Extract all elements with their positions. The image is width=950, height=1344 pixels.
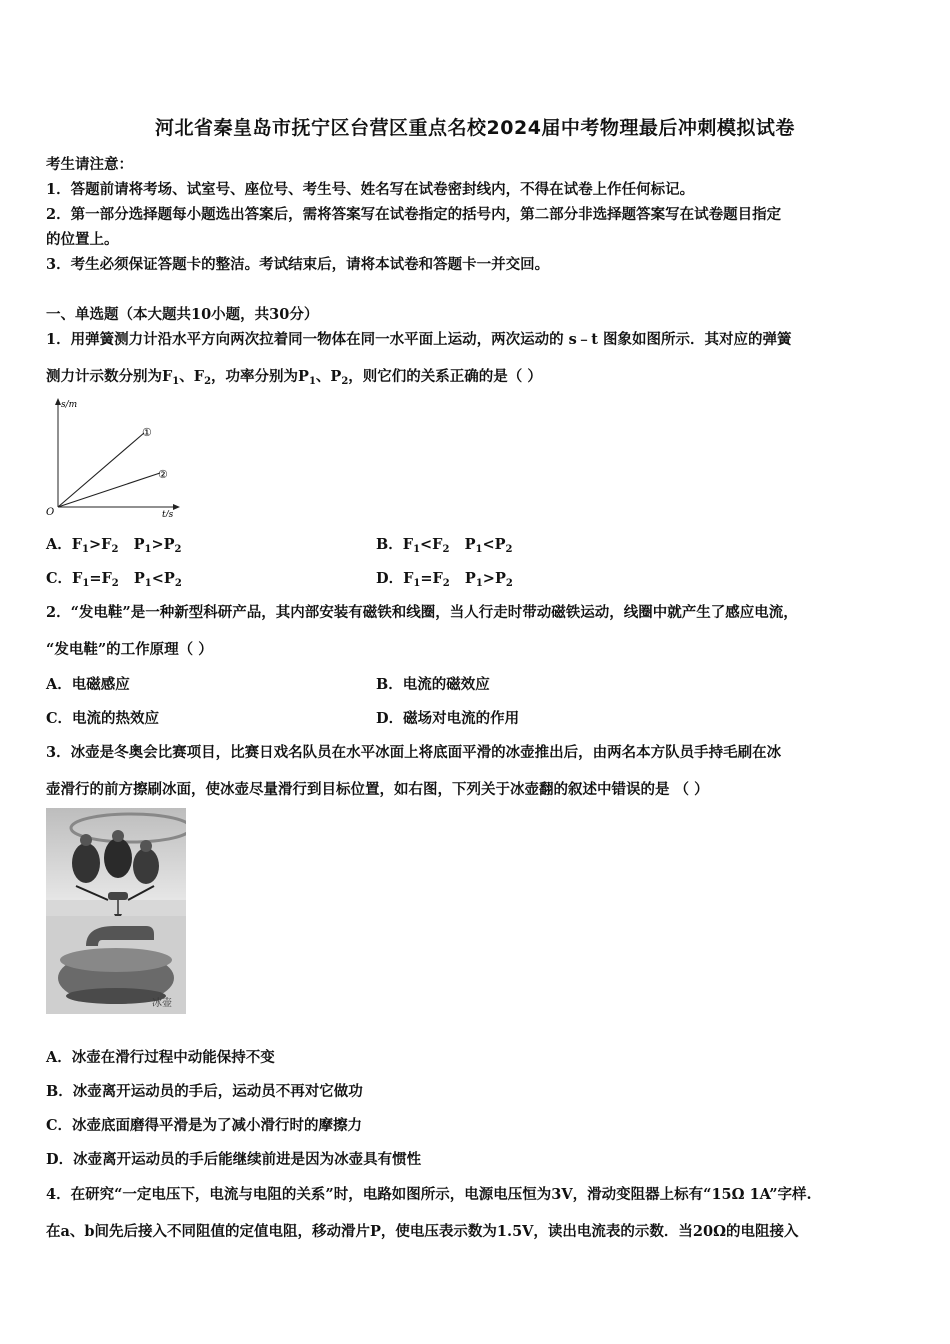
notice-item-3: 3．考生必须保证答题卡的整洁。考试结束后，请将本试卷和答题卡一并交回。 (46, 256, 550, 273)
q3-option-d[interactable]: D．冰壶离开运动员的手后能继续前进是因为冰壶具有惯性 (46, 1151, 422, 1168)
q1-option-b[interactable]: B．$F_1<F_2$ $P_1<P_2$ (376, 536, 513, 555)
notice-item-1: 1．答题前请将考场、试室号、座位号、考生号、姓名写在试卷密封线内，不得在试卷上作任何标记。 (46, 181, 695, 198)
line-1 (58, 433, 144, 507)
origin-label: O (46, 507, 55, 517)
q3-option-a[interactable]: A．冰壶在滑行过程中动能保持不变 (46, 1049, 275, 1066)
q3-option-c[interactable]: C．冰壶底面磨得平滑是为了减小滑行时的摩擦力 (46, 1117, 363, 1134)
q2-option-b[interactable]: B．电流的磁效应 (376, 676, 490, 693)
q3-stem-line2: 壶滑行的前方擦刷冰面，使冰壶尽量滑行到目标位置，如右图，下列关于冰壶翻的叙述中错误的是 （ ） (46, 781, 709, 798)
q2-option-a[interactable]: A．电磁感应 (46, 676, 130, 693)
q2-stem-line2: “发电鞋”的工作原理（ ） (46, 641, 213, 658)
q1-option-c[interactable]: C．$F_1=F_2$ $P_1<P_2$ (46, 570, 182, 589)
section-heading: 一、单选题（本大题共10小题，共30分） (46, 306, 319, 323)
q1-stem-line2: 测力计示数分别为$F_1$、$F_2$，功率分别为$P_1$、$P_2$，则它们的关系正确的是（ ） (46, 368, 542, 387)
x-axis-arrow (173, 504, 180, 510)
line-2 (58, 473, 160, 507)
q1-stem-line1: 1．用弹簧测力计沿水平方向两次拉着同一物体在同一水平面上运动，两次运动的 s﹣t 图象如图所示．其对应的弹簧 (46, 331, 792, 348)
q1-option-d[interactable]: D．$F_1=F_2$ $P_1>P_2$ (376, 570, 513, 589)
photo-caption: 冰壶 (152, 998, 172, 1009)
line-2-label: ② (158, 468, 168, 481)
curling-photo (46, 808, 186, 1014)
q2-option-d[interactable]: D．磁场对电流的作用 (376, 710, 520, 727)
q3-option-b[interactable]: B．冰壶离开运动员的手后，运动员不再对它做功 (46, 1083, 363, 1100)
x-axis-label: t/s (162, 510, 174, 517)
s-t-graph (44, 395, 184, 517)
q2-option-c[interactable]: C．电流的热效应 (46, 710, 160, 727)
notice-item-2-cont: 的位置上。 (46, 231, 119, 248)
notice-item-2: 2．第一部分选择题每小题选出答案后，需将答案写在试卷指定的括号内，第二部分非选择题答案写在试卷题目指定 (46, 206, 782, 223)
q4-stem-line1: 4．在研究“一定电压下，电流与电阻的关系”时，电路如图所示，电源电压恒为3V，滑动变阻器上标有“15Ω 1A”字样. (46, 1186, 812, 1203)
q1-option-a[interactable]: A．$F_1>F_2$ $P_1>P_2$ (46, 536, 182, 555)
q4-stem-line2: 在a、b间先后接入不同阻值的定值电阻，移动滑片P，使电压表示数为1.5V，读出电流表的示数．当20Ω的电阻接入 (46, 1223, 799, 1240)
q3-stem-line1: 3．冰壶是冬奥会比赛项目，比赛日戏名队员在水平冰面上将底面平滑的冰壶推出后，由两名本方队员手持毛刷在冰 (46, 744, 782, 761)
y-axis-label: s/m (61, 400, 78, 410)
page-title: 河北省秦皇岛市抚宁区台营区重点名校2024届中考物理最后冲刺模拟试卷 (155, 117, 795, 139)
notice-heading: 考生请注意： (46, 156, 133, 173)
line-1-label: ① (142, 426, 152, 439)
q2-stem-line1: 2．“发电鞋”是一种新型科研产品，其内部安装有磁铁和线圈，当人行走时带动磁铁运动，线圈中就产生了感应电流， (46, 604, 798, 621)
